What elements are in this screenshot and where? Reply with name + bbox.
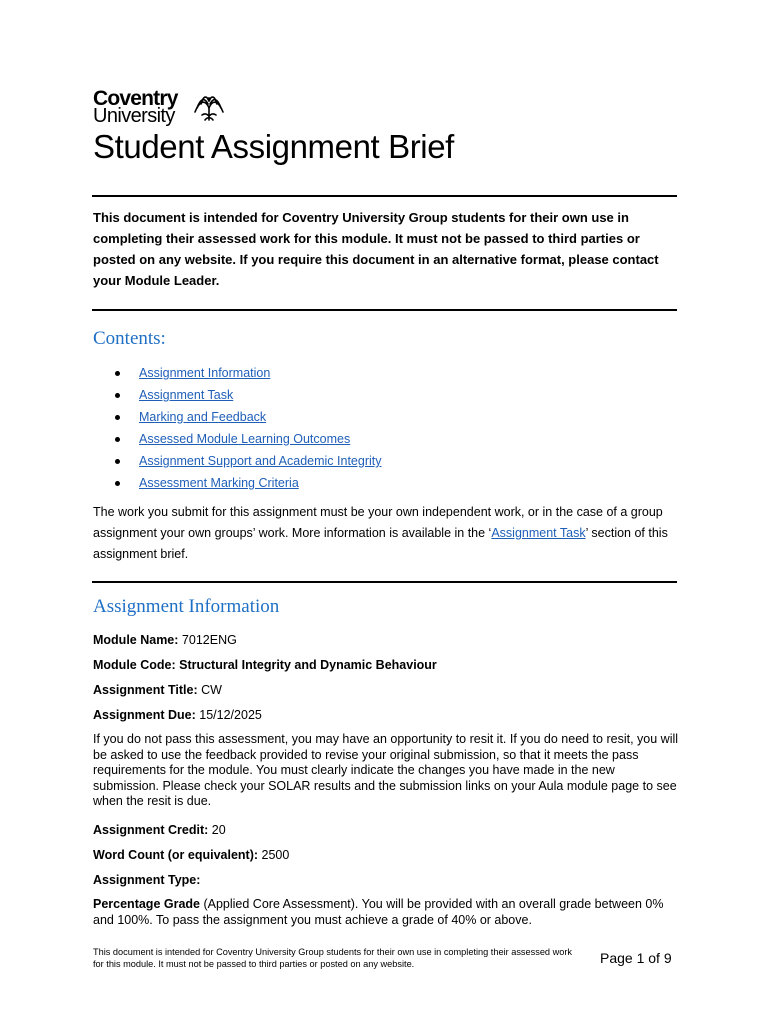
bullet-icon (115, 481, 120, 486)
page-number: Page 1 of 9 (600, 950, 672, 966)
assignment-due-field (93, 707, 262, 723)
divider (92, 581, 677, 583)
word-count-value: 2500 (261, 848, 290, 862)
assignment-title-field (93, 682, 222, 698)
assignment-credit-label: Assignment Credit: (93, 823, 209, 837)
logo-text-coventry: Coventry (93, 87, 178, 110)
toc-link-learning-outcomes[interactable]: Assessed Module Learning Outcomes (139, 432, 351, 446)
toc-link-assignment-task[interactable]: Assignment Task (139, 388, 234, 402)
assignment-credit-value: 20 (211, 823, 226, 837)
toc-link-marking-criteria[interactable]: Assessment Marking Criteria (139, 476, 299, 490)
bullet-icon (115, 459, 120, 464)
logo-text-university: University (93, 105, 175, 127)
assignment-due-label: Assignment Due: (93, 708, 196, 722)
assignment-due-value: 15/12/2025 (199, 708, 262, 722)
word-count-field (93, 847, 289, 863)
assignment-credit-field (93, 822, 226, 838)
page-title: Student Assignment Brief (93, 128, 454, 165)
phoenix-icon (191, 90, 227, 126)
word-count-label: Word Count (or equivalent): (93, 848, 259, 862)
assignment-title-label: Assignment Title: (93, 683, 198, 697)
resit-paragraph: If you do not pass this assessment, you may have an opportunity to resit it. If you do need to resit, you will be asked to use the feedback provided to revise your original submission, so that it meets the pass requirements for the module. You must clearly indicate the changes you have made in the new submission. Please check your SOLAR results and the submission links on your Aula module page to see when the resit is due. (93, 732, 679, 808)
assignment-task-link[interactable]: Assignment Task (491, 526, 586, 540)
toc-link-support-integrity[interactable]: Assignment Support and Academic Integrity (139, 454, 382, 468)
module-code-label: Module Code: Structural Integrity and Dynamic Behaviour (93, 658, 437, 672)
footer-note: This document is intended for Coventry University Group students for their own use in completing their assessed work for this module. It must not be passed to third parties or posted on any website. (93, 947, 572, 969)
intro-notice: This document is intended for Coventry University Group students for their own use in completing their assessed work for this module. It must not be passed to third parties or posted on any website. If you require this document in an alternative format, please contact your Module Leader. (93, 210, 659, 288)
own-work-paragraph (93, 502, 673, 565)
toc-link-assignment-information[interactable]: Assignment Information (139, 366, 271, 380)
bullet-icon (115, 393, 120, 398)
contents-heading: Contents: (93, 328, 166, 349)
university-logo (93, 87, 233, 128)
assignment-title-value: CW (201, 683, 222, 697)
module-name-value: 7012ENG (181, 633, 237, 647)
divider (92, 195, 677, 197)
bullet-icon (115, 415, 120, 420)
module-name-label: Module Name: (93, 633, 179, 647)
assignment-type-label: Assignment Type: (93, 873, 201, 887)
own-work-text-after: ’ section of this assignment brief. (93, 526, 668, 561)
toc-link-marking-feedback[interactable]: Marking and Feedback (139, 410, 267, 424)
own-work-text-before: The work you submit for this assignment must be your own independent work, or in the case of a group assignment your own groups’ work. More information is available in the ‘ (93, 505, 663, 540)
assignment-type-field (93, 872, 200, 888)
module-code-field (93, 657, 437, 673)
percentage-grade-label: Percentage Grade (93, 897, 200, 911)
assignment-information-heading: Assignment Information (93, 596, 280, 617)
bullet-icon (115, 371, 120, 376)
percentage-grade-text: (Applied Core Assessment). You will be provided with an overall grade between 0% and 100%. To pass the assignment you must achieve a grade of 40% or above. (93, 897, 664, 927)
module-name-field (93, 632, 237, 648)
percentage-grade-paragraph (93, 897, 683, 928)
divider (92, 309, 677, 311)
bullet-icon (115, 437, 120, 442)
